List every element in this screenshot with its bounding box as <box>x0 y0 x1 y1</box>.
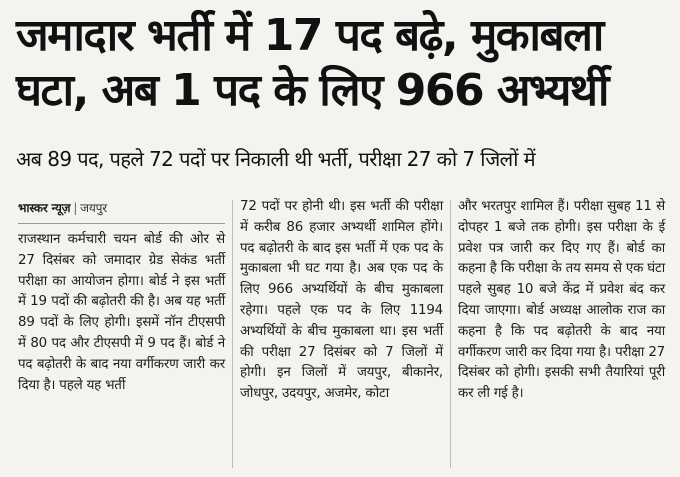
byline-separator: | <box>73 201 78 215</box>
column-divider-1 <box>232 200 233 468</box>
column-1-text: राजस्थान कर्मचारी चयन बोर्ड की ओर से 27 दिसंबर को जमादार ग्रेड सेकंड भर्ती परीक्षा का आयोजन होगा। बोर्ड ने इस भर्ती में 19 पदों की बढ़ोतरी की है। अब यह भर्ती 89 पदों के लिए होगी। इसमें नॉन टीएसपी में 80 पद और टीएसपी में 9 पद हैं। बोर्ड ने पद बढ़ोतरी के बाद नया वर्गीकरण जारी कर दिया है। पहले यह भर्ती <box>18 232 225 393</box>
column-2-text: 72 पदों पर होनी थी। इस भर्ती की परीक्षा में करीब 86 हजार अभ्यर्थी शामिल होंगे। पद बढ़ोतरी के बाद इस भर्ती में एक पद के मुकाबला भी घट गया है। अब एक पद के लिए 966 अभ्यर्थियों के बीच मुकाबला रहेगा। पहले एक पद के लिए 1194 अभ्यर्थियों के बीच मुकाबला था। इस भर्ती की परीक्षा 27 दिसंबर को 7 जिलों में होगी। इन जिलों में जयपुर, बीकानेर, जोधपुर, उदयपुर, अजमेर, कोटा <box>240 199 443 402</box>
byline-rule <box>18 223 225 224</box>
subheadline: अब 89 पद, पहले 72 पदों पर निकाली थी भर्ती, परीक्षा 27 को 7 जिलों में <box>16 147 535 171</box>
byline-place: जयपुर <box>80 201 107 215</box>
article-column-1 <box>18 197 225 396</box>
byline <box>18 197 225 219</box>
headline-line-1: जमादार भर्ती में 17 पद बढ़े, मुकाबला <box>16 10 603 61</box>
column-3-text: और भरतपुर शामिल हैं। परीक्षा सुबह 11 से दोपहर 1 बजे तक होगी। इस परीक्षा के ई प्रवेश पत्र जारी कर दिए गए हैं। बोर्ड का कहना है कि परीक्षा के तय समय से एक घंटा पहले सुबह 10 बजे केंद्र में प्रवेश बंद कर दिया जाएगा। बोर्ड अध्यक्ष आलोक राज का कहना है कि पद बढ़ोतरी के बाद नया वर्गीकरण जारी कर दिया गया है। परीक्षा 27 दिसंबर को होगी। इसकी सभी तैयारियां पूरी कर ली गई है। <box>458 199 665 402</box>
article-column-3 <box>458 197 665 405</box>
article-column-2 <box>240 197 443 405</box>
byline-brand: भास्कर न्यूज़ <box>18 201 71 215</box>
headline <box>16 8 666 118</box>
column-divider-2 <box>450 200 451 468</box>
headline-line-2: घटा, अब 1 पद के लिए 966 अभ्यर्थी <box>16 65 608 116</box>
